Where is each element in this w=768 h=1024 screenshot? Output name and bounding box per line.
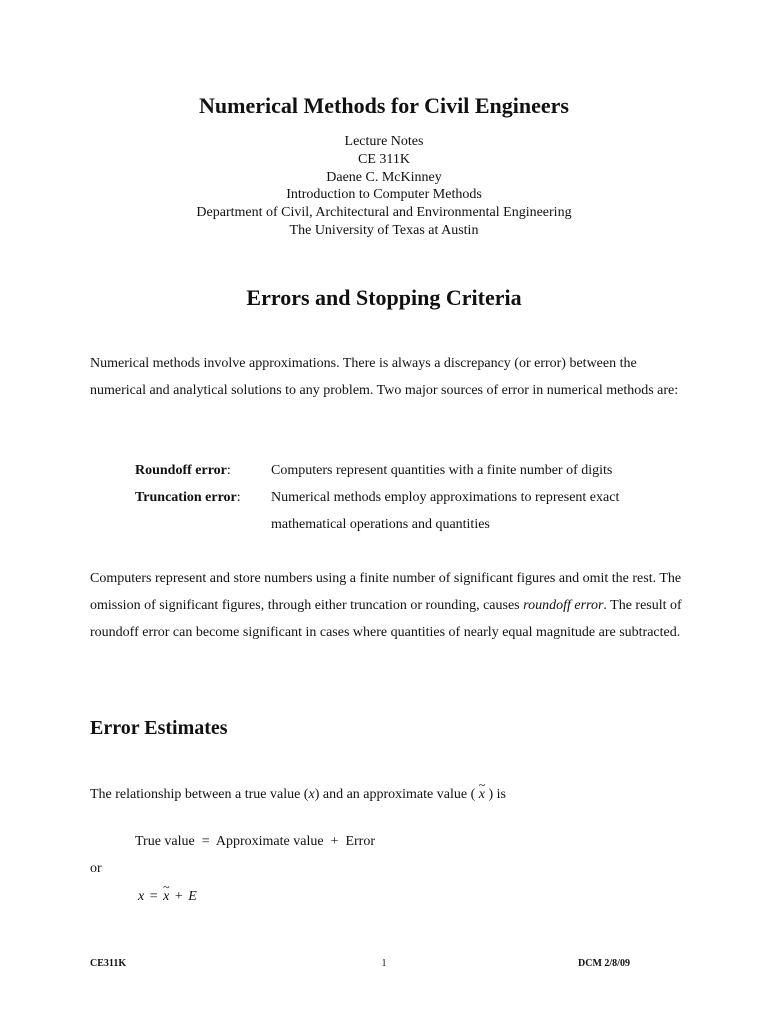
plus-sign: +	[174, 889, 183, 904]
footer-date: DCM 2/8/09	[578, 958, 630, 969]
paragraph: Numerical methods involve approximations. There is always a discrepancy (or error) between the numerical and analytical solutions to any problem. Two major sources of error in numerical methods are:	[90, 356, 679, 398]
definition-colon: :	[236, 490, 241, 505]
equals-sign: =	[149, 889, 158, 904]
definition-description: Numerical methods employ approximations to represent exact mathematical operations and quantities	[271, 490, 620, 532]
definition-term: Roundoff error	[135, 463, 227, 478]
meta-line: Daene C. McKinney	[326, 169, 442, 185]
equation-lhs: x	[138, 889, 145, 904]
section-heading: Errors and Stopping Criteria	[246, 285, 522, 310]
variable-x-tilde: ~ x	[479, 781, 485, 808]
paragraph-text: ) is	[484, 787, 506, 802]
footer-course: CE311K	[90, 958, 127, 969]
footer-page-number: 1	[381, 958, 387, 969]
paragraph-text: ) and an approximate value (	[314, 787, 479, 802]
meta-line: Introduction to Computer Methods	[286, 187, 482, 203]
meta-line: CE 311K	[358, 151, 410, 167]
symbolic-equation	[138, 889, 197, 905]
paragraph-text: Computers represent and store numbers using a finite number of significant figures and omit the rest. The omission of significant figures, through either truncation or rounding, causes	[90, 571, 682, 613]
meta-line: The University of Texas at Austin	[289, 222, 479, 238]
definition-colon: :	[226, 463, 231, 478]
emphasized-term: roundoff error	[523, 598, 604, 613]
definition-item	[135, 457, 671, 484]
paragraph-text: The relationship between a true value (	[90, 787, 309, 802]
definition-term: Truncation error	[135, 490, 237, 505]
paragraph	[90, 565, 690, 646]
document-title: Numerical Methods for Civil Engineers	[199, 93, 569, 118]
variable-x: x	[308, 787, 315, 802]
word-equation: True value = Approximate value + Error	[135, 834, 375, 849]
document-meta	[0, 133, 768, 240]
paragraph-text: . The result of roundoff error can become significant in cases where quantities of nearly equal magnitude are subtracted.	[90, 598, 682, 640]
equation-error: E	[188, 889, 197, 904]
definition-item	[135, 484, 671, 538]
definition-list	[135, 457, 671, 538]
or-connector: or	[90, 861, 102, 876]
definition-description: Computers represent quantities with a finite number of digits	[271, 463, 613, 478]
equation-x-tilde: ~ x	[163, 889, 169, 905]
section-heading: Error Estimates	[90, 717, 228, 739]
paragraph	[90, 781, 690, 808]
meta-line: Department of Civil, Architectural and Environmental Engineering	[196, 205, 572, 221]
meta-line: Lecture Notes	[344, 134, 424, 149]
